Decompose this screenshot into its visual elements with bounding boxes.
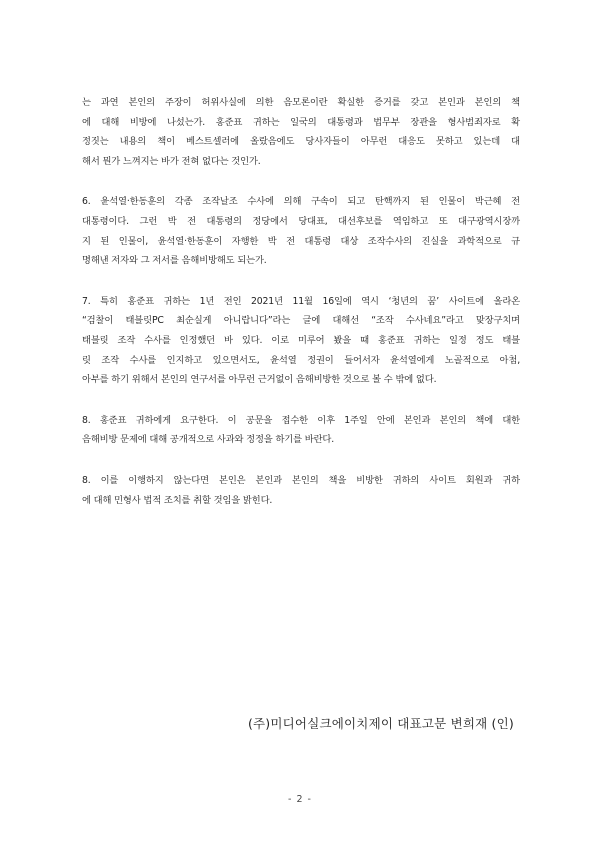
paragraph-line: “검찰이 태블릿PC 최순실게 아니랍니다”라는 글에 대해선 “조작 수사네요”라고 맞장구치며	[82, 315, 520, 327]
signature-line: (주)미디어실크에이치제이 대표고문 변희재 (인)	[247, 716, 514, 731]
paragraph-5	[82, 471, 520, 510]
paragraph-3	[82, 292, 520, 390]
paragraph-line: 아부를 하기 위해서 본인의 연구서를 아무런 근거없이 음해비방한 것으로 볼 수 밖에 없다.	[82, 374, 437, 386]
paragraph-line: 에 대해 비방에 나섰는가. 홍준표 귀하는 일국의 대통령과 법무부 장관을 형사범죄자로 확	[82, 116, 520, 128]
paragraph-line: 8. 이를 이행하지 않는다면 본인은 본인과 본인의 책을 비방한 귀하의 사이트 회원과 귀하	[82, 474, 520, 486]
paragraph-line: 지 된 인물이, 윤석열·한동훈이 자행한 박 전 대통령 대상 조작수사의 진실을 과학적으로 규	[82, 235, 520, 247]
paragraph-line: 8. 홍준표 귀하에게 요구한다. 이 공문을 접수한 이후 1주일 안에 본인과 본인의 책에 대한	[82, 414, 520, 426]
paragraph-line: 릿 조작 수사를 인지하고 있으면서도, 윤석열 정권이 들어서자 윤석열에게 노골적으로 아첨,	[82, 354, 520, 366]
paragraph-4	[82, 411, 520, 450]
paragraph-line: 는 과연 본인의 주장이 허위사실에 의한 음모론이란 확실한 증거를 갖고 본인과 본인의 책	[82, 97, 520, 108]
paragraph-line: 대통령이다. 그런 박 전 대통령의 정당에서 당대표, 대선후보를 역임하고 또 대구광역시장까	[82, 215, 520, 227]
paragraph-2	[82, 192, 520, 270]
paragraph-line: 해서 뭔가 느껴지는 바가 전혀 없다는 것인가.	[82, 155, 261, 167]
paragraph-line: 음해비방 문제에 대해 공개적으로 사과와 정정을 하기를 바란다.	[82, 434, 335, 446]
paragraph-line: 에 대해 민형사 법적 조치를 취할 것임을 밝힌다.	[82, 494, 273, 506]
document-body	[82, 93, 520, 531]
paragraph-line: 6. 윤석열·한동훈의 각종 조작날조 수사에 의해 구속이 되고 탄핵까지 된 인물이 박근혜 전	[82, 196, 520, 208]
paragraph-line: 명해낸 저자와 그 저서를 음해비방해도 되는가.	[82, 255, 267, 267]
page-number: - 2 -	[288, 794, 312, 805]
paragraph-1	[82, 93, 520, 171]
paragraph-line: 정짓는 내용의 책이 베스트셀러에 올랐음에도 당사자들이 아무런 대응도 못하고 있는데 대	[82, 136, 520, 148]
paragraph-line: 7. 특히 홍준표 귀하는 1년 전인 2021년 11월 16일에 역시 ‘청년의 꿈’ 사이트에 올라온	[82, 295, 520, 307]
paragraph-line: 태블릿 조작 수사를 인정했던 바 있다. 이로 미루어 봤을 때 홍준표 귀하는 일정 정도 태블	[82, 334, 520, 346]
